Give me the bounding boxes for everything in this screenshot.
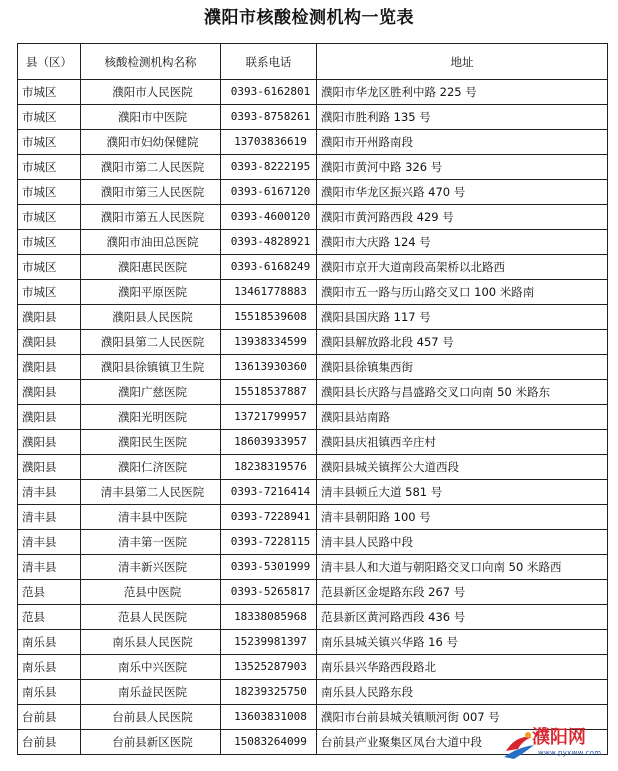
cell-institution: 清丰县第二人民医院: [81, 480, 221, 505]
cell-institution: 范县人民医院: [81, 605, 221, 630]
table-row: [18, 255, 608, 280]
cell-institution: 南乐益民医院: [81, 680, 221, 705]
cell-institution: 濮阳县第二人民医院: [81, 330, 221, 355]
cell-phone: 13603831008: [221, 705, 317, 730]
cell-address: 濮阳县站南路: [317, 405, 608, 430]
header-institution: 核酸检测机构名称: [81, 44, 221, 80]
cell-address: 濮阳市五一路与历山路交叉口 100 米路南: [317, 280, 608, 305]
cell-institution: 濮阳惠民医院: [81, 255, 221, 280]
cell-institution: 南乐中兴医院: [81, 655, 221, 680]
table-row: [18, 230, 608, 255]
table-row: [18, 205, 608, 230]
cell-phone: 18338085968: [221, 605, 317, 630]
table-row: [18, 80, 608, 105]
cell-county: 南乐县: [18, 630, 81, 655]
cell-phone: 0393-7228941: [221, 505, 317, 530]
cell-phone: 18603933957: [221, 430, 317, 455]
cell-address: 清丰县朝阳路 100 号: [317, 505, 608, 530]
cell-phone: 0393-8758261: [221, 105, 317, 130]
header-county: 县（区）: [18, 44, 81, 80]
cell-institution: 台前县新区医院: [81, 730, 221, 755]
cell-county: 濮阳县: [18, 380, 81, 405]
header-phone: 联系电话: [221, 44, 317, 80]
cell-address: 濮阳市华龙区胜利中路 225 号: [317, 80, 608, 105]
cell-county: 市城区: [18, 105, 81, 130]
cell-county: 市城区: [18, 255, 81, 280]
table-row: [18, 130, 608, 155]
cell-institution: 濮阳县人民医院: [81, 305, 221, 330]
page-title: 濮阳市核酸检测机构一览表: [204, 8, 414, 28]
cell-address: 清丰县人民路中段: [317, 530, 608, 555]
cell-address: 濮阳市华龙区振兴路 470 号: [317, 180, 608, 205]
cell-phone: 0393-5265817: [221, 580, 317, 605]
cell-county: 濮阳县: [18, 330, 81, 355]
cell-county: 濮阳县: [18, 405, 81, 430]
cell-address: 濮阳市大庆路 124 号: [317, 230, 608, 255]
cell-phone: 0393-6167120: [221, 180, 317, 205]
cell-address: 范县新区金堤路东段 267 号: [317, 580, 608, 605]
cell-county: 清丰县: [18, 480, 81, 505]
cell-institution: 濮阳县徐镇镇卫生院: [81, 355, 221, 380]
cell-address: 清丰县人和大道与朝阳路交叉口向南 50 米路西: [317, 555, 608, 580]
cell-phone: 18239325750: [221, 680, 317, 705]
testing-institutions-table: [17, 43, 608, 755]
cell-phone: 13721799957: [221, 405, 317, 430]
cell-county: 台前县: [18, 705, 81, 730]
cell-county: 范县: [18, 580, 81, 605]
cell-address: 濮阳县徐镇集西街: [317, 355, 608, 380]
cell-county: 濮阳县: [18, 455, 81, 480]
cell-address: 台前县产业聚集区凤台大道中段: [317, 730, 608, 755]
cell-address: 濮阳市京开大道南段高架桥以北路西: [317, 255, 608, 280]
site-watermark: [502, 727, 614, 763]
cell-institution: 清丰新兴医院: [81, 555, 221, 580]
cell-address: 濮阳县国庆路 117 号: [317, 305, 608, 330]
cell-county: 南乐县: [18, 680, 81, 705]
table-row: [18, 605, 608, 630]
table-row: [18, 105, 608, 130]
cell-phone: 18238319576: [221, 455, 317, 480]
watermark-name: 濮阳网: [532, 727, 586, 748]
cell-institution: 濮阳市第五人民医院: [81, 205, 221, 230]
cell-institution: 范县中医院: [81, 580, 221, 605]
table-row: [18, 705, 608, 730]
table-row: [18, 655, 608, 680]
table-row: [18, 405, 608, 430]
table-row: [18, 455, 608, 480]
cell-address: 濮阳县解放路北段 457 号: [317, 330, 608, 355]
cell-address: 南乐县人民路东段: [317, 680, 608, 705]
watermark-logo-icon: [502, 729, 536, 761]
header-address: 地址: [317, 44, 608, 80]
cell-county: 濮阳县: [18, 355, 81, 380]
cell-county: 濮阳县: [18, 430, 81, 455]
table-header-row: [18, 44, 608, 80]
table-row: [18, 155, 608, 180]
cell-address: 濮阳县长庆路与昌盛路交叉口向南 50 米路东: [317, 380, 608, 405]
cell-county: 市城区: [18, 130, 81, 155]
table-row: [18, 330, 608, 355]
cell-institution: 南乐县人民医院: [81, 630, 221, 655]
cell-institution: 濮阳市油田总医院: [81, 230, 221, 255]
cell-county: 台前县: [18, 730, 81, 755]
cell-institution: 清丰县中医院: [81, 505, 221, 530]
table-row: [18, 380, 608, 405]
table-row: [18, 430, 608, 455]
cell-phone: 15239981397: [221, 630, 317, 655]
cell-county: 市城区: [18, 180, 81, 205]
cell-county: 南乐县: [18, 655, 81, 680]
cell-address: 南乐县兴华路西段路北: [317, 655, 608, 680]
cell-county: 市城区: [18, 230, 81, 255]
cell-county: 市城区: [18, 280, 81, 305]
cell-phone: 0393-8222195: [221, 155, 317, 180]
cell-phone: 0393-5301999: [221, 555, 317, 580]
cell-institution: 濮阳光明医院: [81, 405, 221, 430]
table-row: [18, 180, 608, 205]
table-row: [18, 280, 608, 305]
cell-address: 濮阳县城关镇挥公大道西段: [317, 455, 608, 480]
cell-phone: 13461778883: [221, 280, 317, 305]
cell-institution: 清丰第一医院: [81, 530, 221, 555]
cell-institution: 濮阳民生医院: [81, 430, 221, 455]
cell-phone: 0393-6168249: [221, 255, 317, 280]
table-row: [18, 505, 608, 530]
cell-institution: 濮阳市人民医院: [81, 80, 221, 105]
cell-phone: 0393-4600120: [221, 205, 317, 230]
table-row: [18, 480, 608, 505]
cell-county: 市城区: [18, 155, 81, 180]
watermark-url: www.pyxww.com: [538, 749, 602, 757]
cell-county: 市城区: [18, 205, 81, 230]
cell-county: 市城区: [18, 80, 81, 105]
cell-institution: 濮阳平原医院: [81, 280, 221, 305]
cell-phone: 0393-4828921: [221, 230, 317, 255]
table-row: [18, 555, 608, 580]
cell-institution: 濮阳市中医院: [81, 105, 221, 130]
cell-county: 清丰县: [18, 530, 81, 555]
table-row: [18, 630, 608, 655]
table-row: [18, 580, 608, 605]
cell-county: 清丰县: [18, 505, 81, 530]
cell-institution: 濮阳市第二人民医院: [81, 155, 221, 180]
cell-address: 濮阳市黄河中路 326 号: [317, 155, 608, 180]
cell-address: 濮阳县庆祖镇西辛庄村: [317, 430, 608, 455]
table-row: [18, 355, 608, 380]
cell-institution: 濮阳市第三人民医院: [81, 180, 221, 205]
table-row: [18, 305, 608, 330]
cell-county: 范县: [18, 605, 81, 630]
cell-address: 南乐县城关镇兴华路 16 号: [317, 630, 608, 655]
cell-phone: 13525287903: [221, 655, 317, 680]
cell-address: 濮阳市开州路南段: [317, 130, 608, 155]
cell-address: 濮阳市黄河路西段 429 号: [317, 205, 608, 230]
cell-phone: 13613930360: [221, 355, 317, 380]
cell-phone: 13938334599: [221, 330, 317, 355]
cell-institution: 台前县人民医院: [81, 705, 221, 730]
cell-phone: 0393-7216414: [221, 480, 317, 505]
cell-county: 清丰县: [18, 555, 81, 580]
cell-phone: 15518537887: [221, 380, 317, 405]
table-row: [18, 530, 608, 555]
cell-address: 清丰县顿丘大道 581 号: [317, 480, 608, 505]
cell-institution: 濮阳仁济医院: [81, 455, 221, 480]
cell-phone: 15518539608: [221, 305, 317, 330]
cell-institution: 濮阳市妇幼保健院: [81, 130, 221, 155]
cell-phone: 0393-6162801: [221, 80, 317, 105]
cell-phone: 15083264099: [221, 730, 317, 755]
cell-phone: 0393-7228115: [221, 530, 317, 555]
table-row: [18, 680, 608, 705]
cell-address: 濮阳市胜利路 135 号: [317, 105, 608, 130]
cell-county: 濮阳县: [18, 305, 81, 330]
cell-address: 濮阳市台前县城关镇顺河街 007 号: [317, 705, 608, 730]
cell-phone: 13703836619: [221, 130, 317, 155]
cell-address: 范县新区黄河路西段 436 号: [317, 605, 608, 630]
cell-institution: 濮阳广慈医院: [81, 380, 221, 405]
